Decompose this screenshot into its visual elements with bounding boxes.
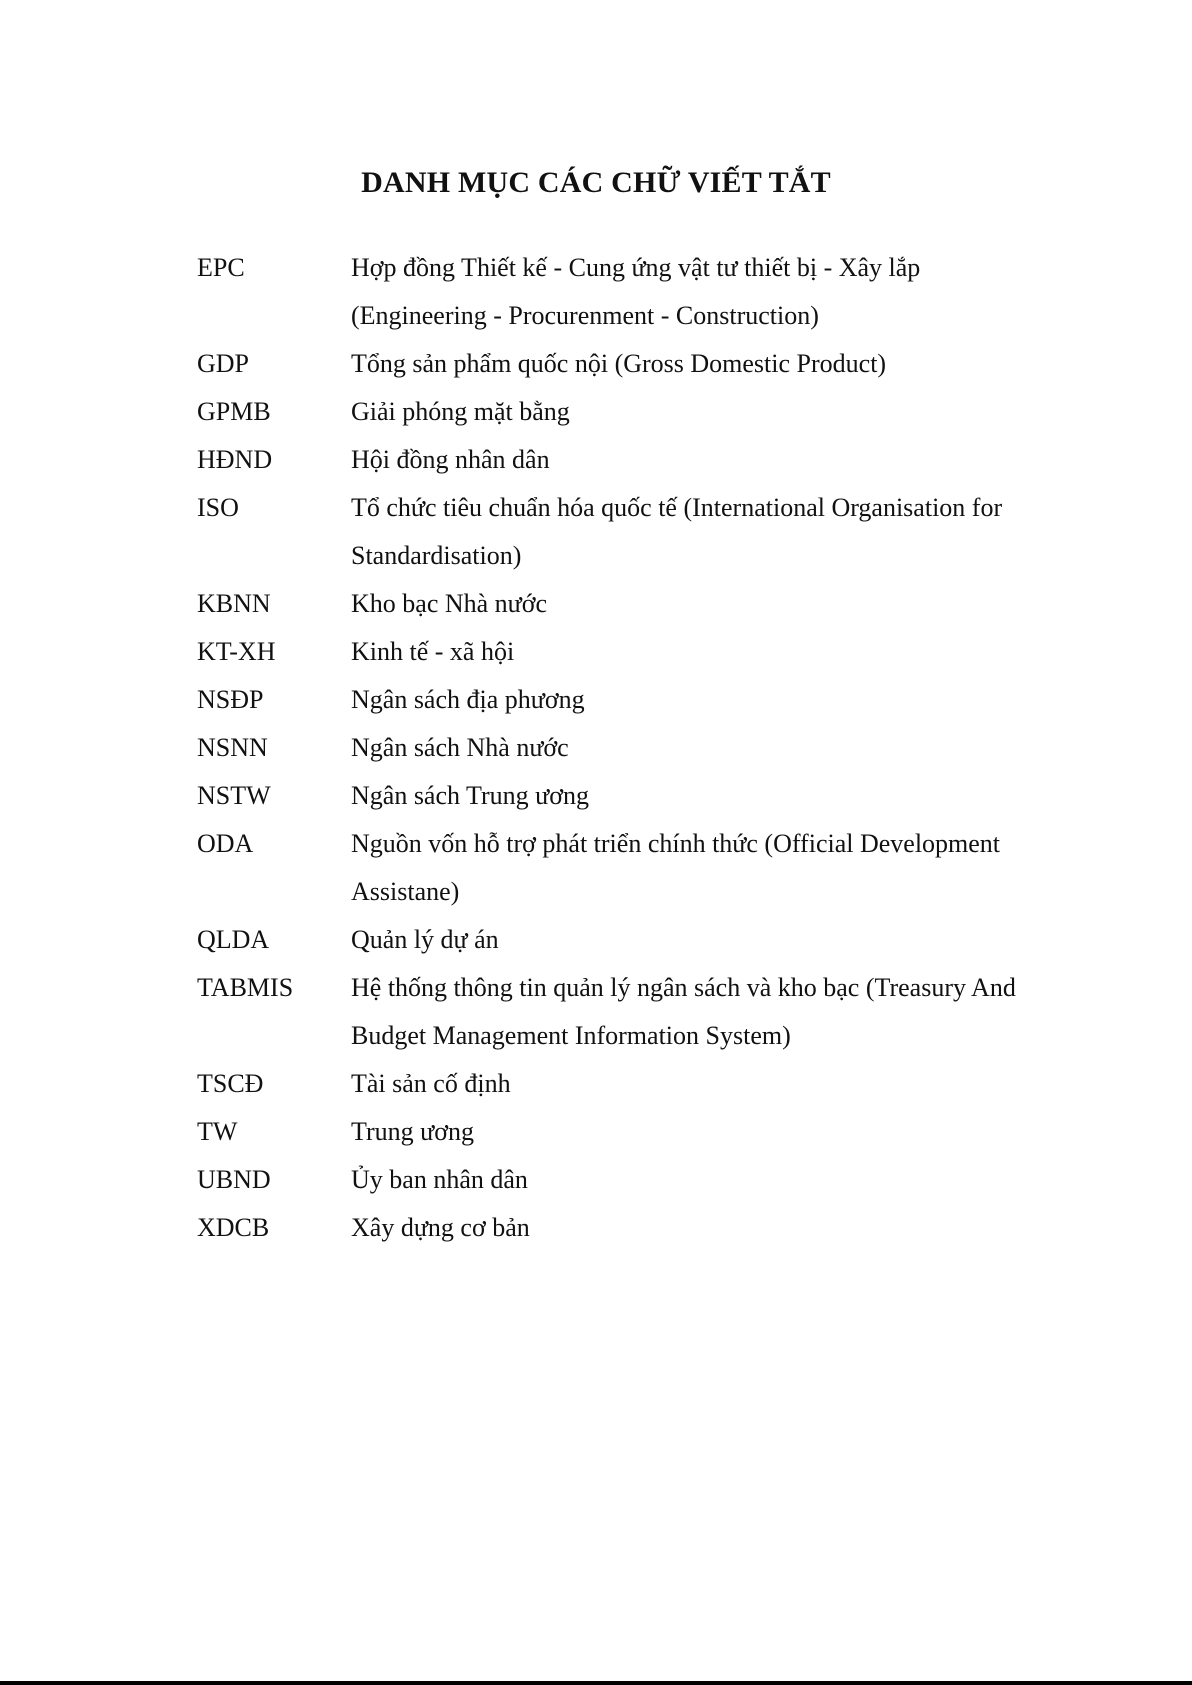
abbreviation-row	[197, 1108, 1097, 1156]
abbreviation-row	[197, 820, 1097, 916]
abbreviation-code: GPMB	[197, 397, 271, 426]
abbreviation-meaning	[351, 1156, 1097, 1204]
abbreviation-row	[197, 628, 1097, 676]
abbreviation-meaning	[351, 340, 1097, 388]
abbreviation-code: TW	[197, 1117, 238, 1146]
meaning-line: Giải phóng mặt bằng	[351, 397, 570, 426]
meaning-line: Ngân sách Nhà nước	[351, 733, 569, 762]
meaning-line: Tổ chức tiêu chuẩn hóa quốc tế (International Organisation for	[351, 493, 1003, 522]
abbreviation-code: NSĐP	[197, 685, 264, 714]
meaning-line: Ủy ban nhân dân	[351, 1165, 528, 1194]
abbreviation-meaning	[351, 484, 1097, 580]
abbreviation-code: TSCĐ	[197, 1069, 264, 1098]
abbreviation-row	[197, 484, 1097, 580]
abbreviation-code: UBND	[197, 1165, 271, 1194]
meaning-line: Kho bạc Nhà nước	[351, 589, 548, 618]
abbreviation-row	[197, 916, 1097, 964]
abbreviation-code: HĐND	[197, 445, 273, 474]
abbreviation-row	[197, 340, 1097, 388]
meaning-line: Ngân sách địa phương	[351, 685, 585, 714]
abbreviation-code: GDP	[197, 349, 250, 378]
meaning-line: Hội đồng nhân dân	[351, 445, 550, 474]
meaning-line: Tổng sản phẩm quốc nội (Gross Domestic Product)	[351, 349, 887, 378]
abbreviation-meaning	[351, 388, 1097, 436]
abbreviation-row	[197, 580, 1097, 628]
abbreviation-meaning	[351, 244, 1097, 340]
abbreviation-code: KBNN	[197, 589, 271, 618]
abbreviation-meaning	[351, 628, 1097, 676]
abbreviation-meaning	[351, 772, 1097, 820]
abbreviation-meaning	[351, 724, 1097, 772]
page-bottom-border	[0, 1681, 1192, 1685]
abbreviation-meaning	[351, 436, 1097, 484]
abbreviation-meaning	[351, 676, 1097, 724]
abbreviation-row	[197, 1204, 1097, 1252]
meaning-line: Tài sản cố định	[351, 1069, 511, 1098]
meaning-line: Hợp đồng Thiết kế - Cung ứng vật tư thiết bị - Xây lắp	[351, 253, 921, 282]
meaning-line: Nguồn vốn hỗ trợ phát triển chính thức (Official Development	[351, 829, 1001, 858]
abbreviation-meaning	[351, 916, 1097, 964]
abbreviation-code: ODA	[197, 829, 254, 858]
meaning-line: Standardisation)	[351, 541, 522, 570]
meaning-line: Budget Management Information System)	[351, 1021, 791, 1050]
abbreviation-meaning	[351, 1204, 1097, 1252]
meaning-line: Hệ thống thông tin quản lý ngân sách và kho bạc (Treasury And	[351, 973, 1016, 1002]
abbreviation-meaning	[351, 820, 1097, 916]
abbreviation-code: NSNN	[197, 733, 268, 762]
abbreviation-row	[197, 436, 1097, 484]
abbreviation-code: TABMIS	[197, 973, 294, 1002]
abbreviation-row	[197, 676, 1097, 724]
meaning-line: Trung ương	[351, 1117, 474, 1146]
abbreviation-row	[197, 772, 1097, 820]
abbreviation-row	[197, 964, 1097, 1060]
abbreviation-meaning	[351, 964, 1097, 1060]
abbreviation-code: ISO	[197, 493, 239, 522]
meaning-line: Xây dựng cơ bản	[351, 1213, 530, 1242]
meaning-line: Ngân sách Trung ương	[351, 781, 590, 810]
abbreviation-meaning	[351, 580, 1097, 628]
meaning-line: Kinh tế - xã hội	[351, 637, 515, 666]
abbreviation-row	[197, 388, 1097, 436]
meaning-line: Assistane)	[351, 877, 460, 906]
abbreviation-code: QLDA	[197, 925, 270, 954]
abbreviation-list	[197, 244, 1097, 1252]
abbreviation-code: XDCB	[197, 1213, 270, 1242]
abbreviation-code: KT-XH	[197, 637, 276, 666]
meaning-line: Quản lý dự án	[351, 925, 499, 954]
abbreviation-code: EPC	[197, 253, 245, 282]
abbreviation-row	[197, 1156, 1097, 1204]
abbreviation-meaning	[351, 1108, 1097, 1156]
abbreviation-code: NSTW	[197, 781, 271, 810]
page-title: DANH MỤC CÁC CHỮ VIẾT TẮT	[361, 166, 831, 199]
abbreviation-row	[197, 1060, 1097, 1108]
abbreviation-meaning	[351, 1060, 1097, 1108]
meaning-line: (Engineering - Procurenment - Construction)	[351, 301, 819, 330]
abbreviation-row	[197, 724, 1097, 772]
abbreviation-row	[197, 244, 1097, 340]
